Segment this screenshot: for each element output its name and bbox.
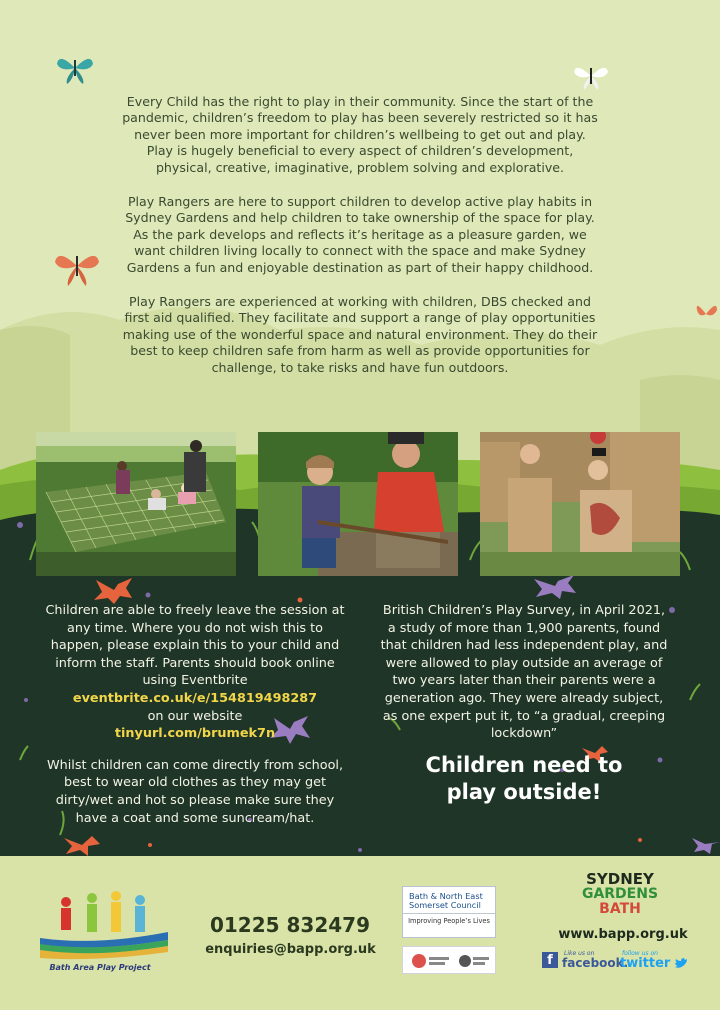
photo-ranger-with-child (258, 432, 458, 576)
flower-icon (530, 573, 580, 599)
eventbrite-link[interactable]: eventbrite.co.uk/e/154819498287 (72, 690, 318, 706)
intro-text (120, 94, 600, 394)
sydney-word: SYDNEY (586, 870, 654, 888)
facebook-text: facebook. (562, 956, 629, 970)
butterfly-icon (55, 50, 95, 86)
funder-logos (402, 946, 496, 974)
facebook-link[interactable] (542, 950, 629, 972)
booking-info (44, 602, 346, 827)
website-label: on our website (147, 708, 243, 724)
council-tagline: Improving People’s Lives (408, 916, 490, 925)
clothing-advice: Whilst children can come directly from school, best to wear old clothes as they may get dirty/wet and hot so please make sure they have a coat and some suncream/hat. (46, 757, 344, 826)
phone-number[interactable]: 01225 832479 (209, 913, 371, 937)
survey-paragraph: British Children’s Play Survey, in April 2021, a study of more than 1,900 parents, found that children had less independent play, and were allowed to play outside an average of two years later than their parents were a generation ago. They were already subject, as one expert put it, to “a gradual, creeping lockdown” (380, 603, 668, 742)
flower-icon (62, 834, 102, 856)
twitter-small-text: follow us on (622, 950, 658, 957)
facebook-icon: f (542, 952, 558, 968)
funder-icon (409, 951, 493, 971)
bapp-caption: Bath Area Play Project (49, 963, 151, 972)
photo-children-on-net (36, 432, 236, 576)
council-name: Bath & North East Somerset Council (403, 887, 495, 914)
tinyurl-link[interactable]: tinyurl.com/brumek7n (114, 726, 276, 742)
flower-icon (690, 834, 720, 854)
sydney-gardens-logo (560, 872, 680, 917)
twitter-bird-icon (674, 958, 688, 970)
twitter-link[interactable] (620, 950, 690, 972)
photo-cardboard-play (480, 432, 680, 576)
butterfly-icon (693, 296, 719, 332)
booking-paragraph: Children are able to freely leave the session at any time. Where you do not wish this to happen, please explain this to your child and inform the staff. Parents should book online using Eventbrite (45, 603, 345, 689)
facebook-small-text: Like us on (564, 950, 595, 957)
email-link[interactable]: enquiries@bapp.org.uk (205, 942, 376, 957)
bath-word: BATH (599, 901, 641, 917)
slogan-line-2: play outside! (446, 780, 602, 804)
bapp-logo (36, 886, 172, 962)
intro-paragraph-1: Every Child has the right to play in their community. Since the start of the pandemic, children’s freedom to play has been severely restricted so it has never been more important for children’s wellbeing to get out and play. Play is hugely beneficial to every aspect of children’s development, physical, creative, imaginative, problem solving and explorative. (122, 94, 598, 175)
twitter-text: twitter (620, 956, 671, 971)
butterfly-icon (52, 244, 102, 288)
survey-info (378, 602, 670, 743)
intro-paragraph-3: Play Rangers are experienced at working with children, DBS checked and first aid qualified. They facilitate and support a range of play opportunities making use of the wonderful space and natural environment. They do their best to keep children safe from harm as well as provide opportunities for challenge, to take risks and have fun outdoors. (122, 294, 598, 375)
website-link[interactable]: www.bapp.org.uk (558, 927, 688, 942)
butterfly-icon (570, 58, 612, 92)
slogan (390, 752, 658, 806)
intro-paragraph-2: Play Rangers are here to support children to develop active play habits in Sydney Gardens and help children to take ownership of the space for play. As the park develops and reflects it’s heritage as a pleasure garden, we want children living locally to connect with the space and make Sydney Gardens a fun and enjoyable destination as part of their happy childhood. (125, 194, 595, 275)
slogan-line-1: Children need to (425, 753, 623, 777)
gardens-word: GARDENS (581, 886, 659, 902)
council-logo (402, 886, 496, 938)
